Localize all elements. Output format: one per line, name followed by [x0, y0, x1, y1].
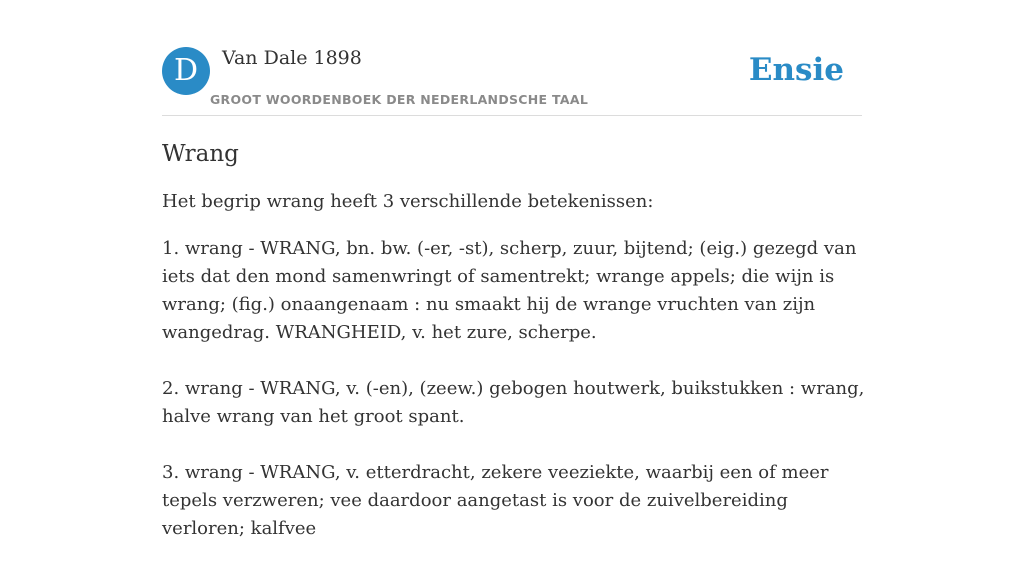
source-title[interactable]: Van Dale 1898 — [222, 47, 362, 69]
meaning-1: 1. wrang - WRANG, bn. bw. (-er, -st), scherp, zuur, bijtend; (eig.) gezegd van iets dat den mond samenwringt of samentrekt; wrange appels; die wijn is wrang; (fig.) onaangenaam : nu smaakt hij de wrange vruchten van zijn wangedrag. WRANGHEID, v. het zure, scherpe. — [162, 238, 857, 343]
entry-title: Wrang — [162, 141, 239, 167]
source-subtitle: GROOT WOORDENBOEK DER NEDERLANDSCHE TAAL — [210, 92, 589, 107]
meaning-3: 3. wrang - WRANG, v. etterdracht, zekere veeziekte, waarbij een of meer tepels verzweren; vee daardoor aangetast is voor de zuivelbereiding verloren; kalfvee — [162, 462, 829, 539]
header — [162, 46, 862, 116]
entry-intro: Het begrip wrang heeft 3 verschillende betekenissen: — [162, 191, 654, 212]
source-logo-icon[interactable]: D — [162, 47, 210, 95]
brand-logo[interactable]: Ensie — [748, 52, 844, 88]
header-divider — [162, 115, 862, 116]
meaning-2: 2. wrang - WRANG, v. (-en), (zeew.) gebogen houtwerk, buikstukken : wrang, halve wrang van het groot spant. — [162, 378, 865, 427]
entry-content — [162, 138, 866, 571]
